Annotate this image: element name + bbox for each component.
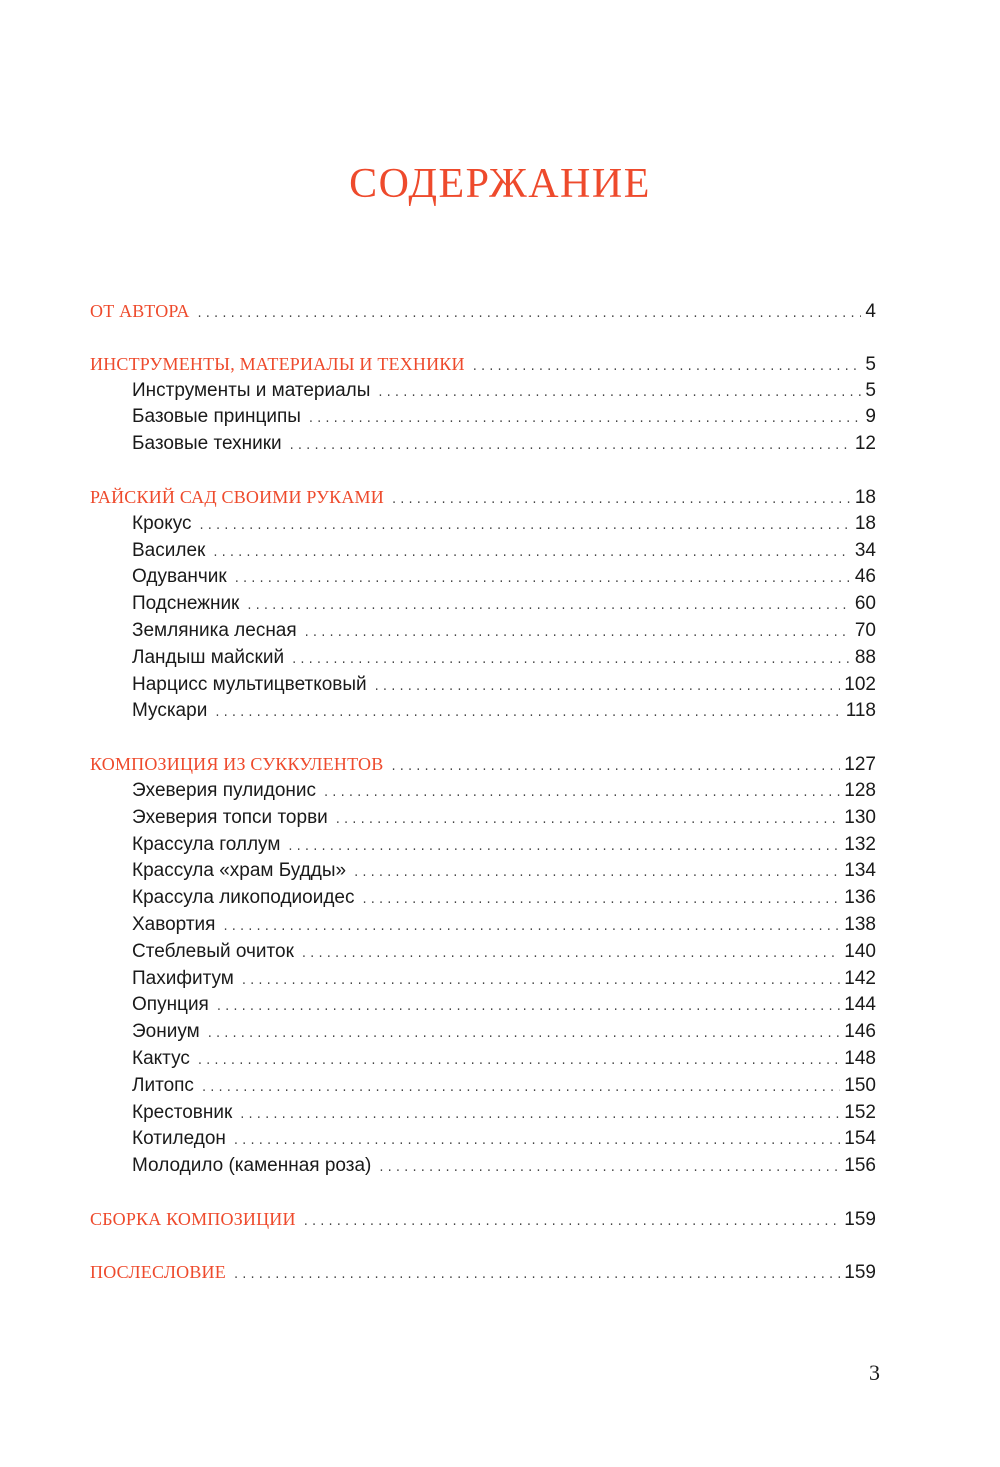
dot-leader [198, 301, 862, 328]
toc-section [90, 351, 876, 458]
toc-section [90, 1259, 876, 1286]
dot-leader [213, 540, 851, 567]
dot-leader [240, 1102, 840, 1129]
dot-leader [198, 1048, 840, 1075]
toc-entry[interactable] [90, 1046, 876, 1073]
toc-entry-title: Крокус [132, 512, 192, 534]
toc-page-number: 5 [865, 353, 876, 375]
toc-entry[interactable] [90, 939, 876, 966]
dot-leader [324, 780, 840, 807]
toc-entry[interactable] [90, 992, 876, 1019]
dot-leader [290, 433, 851, 460]
dot-leader [304, 1209, 841, 1236]
toc-entry[interactable] [90, 698, 876, 725]
toc-page-number: 5 [865, 379, 876, 401]
toc-entry-title: Эхеверия пулидонис [132, 779, 317, 801]
toc-entry-title: Крестовник [132, 1101, 233, 1123]
dot-leader [223, 914, 840, 941]
toc-entry-title: Литопс [132, 1074, 194, 1096]
dot-leader [305, 620, 851, 647]
toc-entry-title: Ландыш майский [132, 646, 285, 668]
toc-section-heading[interactable] [90, 351, 876, 378]
toc-entry[interactable] [90, 1100, 876, 1127]
toc-section-heading[interactable] [90, 1259, 876, 1286]
dot-leader [336, 807, 841, 834]
dot-leader [234, 1128, 840, 1155]
toc-entry-title: Василек [132, 539, 206, 561]
toc-page-number: 140 [844, 940, 876, 962]
toc-entry[interactable] [90, 672, 876, 699]
toc-entry[interactable] [90, 1073, 876, 1100]
page-number: 3 [869, 1360, 880, 1385]
toc-section-title: ИНСТРУМЕНТЫ, МАТЕРИАЛЫ И ТЕХНИКИ [90, 353, 465, 374]
table-of-contents [90, 298, 876, 1312]
dot-leader [292, 647, 851, 674]
toc-page-number: 159 [844, 1261, 876, 1283]
toc-page-number: 118 [845, 700, 876, 722]
dot-leader [202, 1075, 840, 1102]
dot-leader [200, 513, 851, 540]
toc-page-number: 130 [844, 806, 876, 828]
toc-entry-title: Нарцисс мультицветковый [132, 673, 367, 695]
toc-page-number: 88 [854, 646, 876, 668]
dot-leader [302, 941, 840, 968]
toc-section-heading[interactable] [90, 751, 876, 778]
toc-page-number: 152 [844, 1101, 876, 1123]
toc-entry[interactable] [90, 618, 876, 645]
toc-section-heading[interactable] [90, 484, 876, 511]
toc-entry-title: Мускари [132, 700, 208, 722]
toc-entry-title: Подснежник [132, 593, 240, 615]
toc-entry[interactable] [90, 511, 876, 538]
toc-entry[interactable] [90, 378, 876, 405]
toc-entry-title: Земляника лесная [132, 619, 297, 641]
toc-page-number: 154 [844, 1128, 876, 1150]
toc-entry[interactable] [90, 564, 876, 591]
toc-entry-title: Кактус [132, 1047, 190, 1069]
toc-page-number: 128 [844, 779, 876, 801]
toc-entry[interactable] [90, 805, 876, 832]
dot-leader [242, 968, 840, 995]
toc-entry[interactable] [90, 885, 876, 912]
toc-entry[interactable] [90, 912, 876, 939]
dot-leader [378, 380, 861, 407]
toc-page-number: 9 [865, 406, 876, 428]
toc-entry[interactable] [90, 591, 876, 618]
toc-entry-title: Инструменты и материалы [132, 379, 371, 401]
toc-section-title: КОМПОЗИЦИЯ ИЗ СУККУЛЕНТОВ [90, 754, 384, 775]
toc-page-number: 34 [854, 539, 876, 561]
dot-leader [473, 354, 862, 381]
toc-entry-title: Котиледон [132, 1128, 226, 1150]
dot-leader [217, 994, 840, 1021]
dot-leader [309, 406, 862, 433]
toc-entry-title: Хавортия [132, 913, 216, 935]
toc-page-number: 134 [844, 860, 876, 882]
toc-page-number: 156 [844, 1155, 876, 1177]
toc-page-number: 102 [844, 673, 876, 695]
dot-leader [391, 754, 840, 781]
toc-section-title: РАЙСКИЙ САД СВОИМИ РУКАМИ [90, 486, 384, 507]
toc-page-number: 4 [865, 301, 876, 322]
toc-page-number: 70 [854, 619, 876, 641]
toc-page-number: 132 [844, 833, 876, 855]
toc-entry[interactable] [90, 538, 876, 565]
dot-leader [362, 887, 840, 914]
dot-leader [234, 1262, 840, 1289]
toc-page-number: 150 [844, 1074, 876, 1096]
toc-page-number: 142 [844, 967, 876, 989]
toc-entry-title: Эониум [132, 1021, 200, 1043]
toc-entry[interactable] [90, 1019, 876, 1046]
toc-entry[interactable] [90, 966, 876, 993]
toc-page-number: 18 [854, 486, 876, 508]
toc-page-number: 146 [844, 1021, 876, 1043]
toc-page-number: 144 [844, 994, 876, 1016]
dot-leader [379, 1155, 840, 1182]
toc-section-title: ПОСЛЕСЛОВИЕ [90, 1261, 226, 1282]
dot-leader [392, 487, 851, 514]
toc-entry-title: Крассула ликоподиоидес [132, 887, 355, 909]
toc-page-number: 18 [854, 512, 876, 534]
toc-entry[interactable] [90, 832, 876, 859]
dot-leader [247, 593, 850, 620]
toc-section [90, 1206, 876, 1233]
page-title: СОДЕРЖАНИЕ [349, 161, 651, 207]
toc-page-number: 148 [844, 1047, 876, 1069]
toc-entry-title: Опунция [132, 994, 209, 1016]
toc-section-heading[interactable] [90, 298, 876, 325]
toc-entry-title: Стеблевый очиток [132, 940, 294, 962]
toc-entry-title: Крассула голлум [132, 833, 281, 855]
toc-page-number: 127 [844, 754, 876, 776]
toc-section [90, 298, 876, 325]
dot-leader [375, 674, 841, 701]
toc-entry[interactable] [90, 1126, 876, 1153]
dot-leader [288, 834, 840, 861]
toc-section-title: СБОРКА КОМПОЗИЦИИ [90, 1208, 296, 1229]
toc-entry-title: Эхеверия топси торви [132, 806, 328, 828]
toc-page-number: 136 [844, 887, 876, 909]
toc-entry[interactable] [90, 645, 876, 672]
toc-entry[interactable] [90, 858, 876, 885]
toc-entry-title: Молодило (каменная роза) [132, 1155, 372, 1177]
toc-section-title: ОТ АВТОРА [90, 301, 190, 321]
toc-page-number: 138 [844, 913, 876, 935]
toc-entry-title: Крассула «храм Будды» [132, 860, 347, 882]
toc-entry-title: Базовые принципы [132, 406, 301, 428]
toc-entry[interactable] [90, 431, 876, 458]
toc-page-number: 46 [854, 566, 876, 588]
toc-section [90, 751, 876, 1180]
dot-leader [208, 1021, 841, 1048]
dot-leader [354, 860, 840, 887]
toc-entry-title: Базовые техники [132, 433, 282, 455]
toc-entry-title: Пахифитум [132, 967, 234, 989]
toc-entry[interactable] [90, 1153, 876, 1180]
toc-page-number: 12 [854, 433, 876, 455]
toc-page-number: 60 [854, 593, 876, 615]
toc-page-number: 159 [844, 1208, 876, 1230]
dot-leader [215, 700, 841, 727]
dot-leader [235, 566, 851, 593]
toc-entry-title: Одуванчик [132, 566, 227, 588]
toc-entry[interactable] [90, 778, 876, 805]
toc-section-heading[interactable] [90, 1206, 876, 1233]
toc-entry[interactable] [90, 404, 876, 431]
toc-section [90, 484, 876, 725]
